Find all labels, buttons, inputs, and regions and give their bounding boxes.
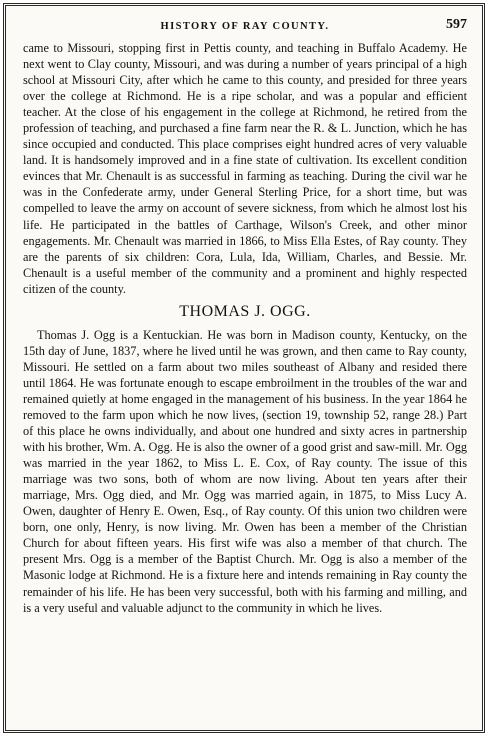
page-header [23,14,467,40]
continued-paragraph: came to Missouri, stopping first in Pettis county, and teaching in Buffalo Academy. He next went to Clay county, Missouri, and was during a number of years principal of a high school at Missouri City, after which he came to this county, and presided for three years over the college at Richmond. He is a ripe scholar, and was a popular and efficient teacher. At the close of his engagement in the college at Richmond, he retired from the profession of teaching, and purchased a fine farm near the R. & L. Junction, which he has since occupied and conducted. This place comprises eight hundred acres of very valuable land. It is handsomely improved and in a fine state of cultivation. Its excellent condition evinces that Mr. Chenault is as successful in farming as teaching. During the civil war he was in the Confederate army, under General Sterling Price, for a short time, but was compelled to leave the army on account of severe sickness, from which he almost lost his life. He participated in the battles of Carthage, Wilson's Creek, and other minor engagements. Mr. Chenault was married in 1866, to Miss Ella Estes, of Ray county. They are the parents of six children: Cora, Lula, Ida, William, Charles, and Bessie. Mr. Chenault is a useful member of the community and a prominent and highly respected citizen of the county. [23,41,467,296]
running-head: HISTORY OF RAY COUNTY. [160,21,330,32]
book-page [23,14,467,616]
page-frame [3,3,485,733]
section-title: THOMAS J. OGG. [179,302,311,320]
biography-paragraph: Thomas J. Ogg is a Kentuckian. He was born in Madison county, Kentucky, on the 15th day of June, 1837, where he lived until he was grown, and then came to Ray county, Missouri. He settled on a farm about two miles southeast of Albany and resided there until 1864. He was fortunate enough to escape embroilment in the troubles of the war and remained quietly at home engaged in the management of his business. In the year 1864 he removed to the farm upon which he now lives, (section 19, township 52, range 28.) Part of this place he owns individually, and about one hundred and sixty acres in partnership with his brother, Wm. A. Ogg. He is also the owner of a good grist and saw-mill. Mr. Ogg was married in the year 1862, to Miss L. E. Cox, of Ray county. The issue of this marriage was two sons, both of whom are now living. About ten years after their marriage, Mrs. Ogg died, and Mr. Ogg was married again, in 1875, to Miss Lucy A. Owen, daughter of Henry E. Owen, Esq., of Ray county. Of this union two children were born, one only, Henry, is now living. Mr. Owen has been a member of the Christian Church for about fifteen years. His first wife was also a member of that church. The present Mrs. Ogg is a member of the Baptist Church. Mr. Ogg is also a member of the Masonic lodge at Richmond. He is a fixture here and intends remaining in Ray county the remainder of his life. He has been very successful, both with his farming and milling, and is a very useful and valuable adjunct to the community in which he lives. [23,327,467,615]
page-number: 597 [446,17,467,32]
